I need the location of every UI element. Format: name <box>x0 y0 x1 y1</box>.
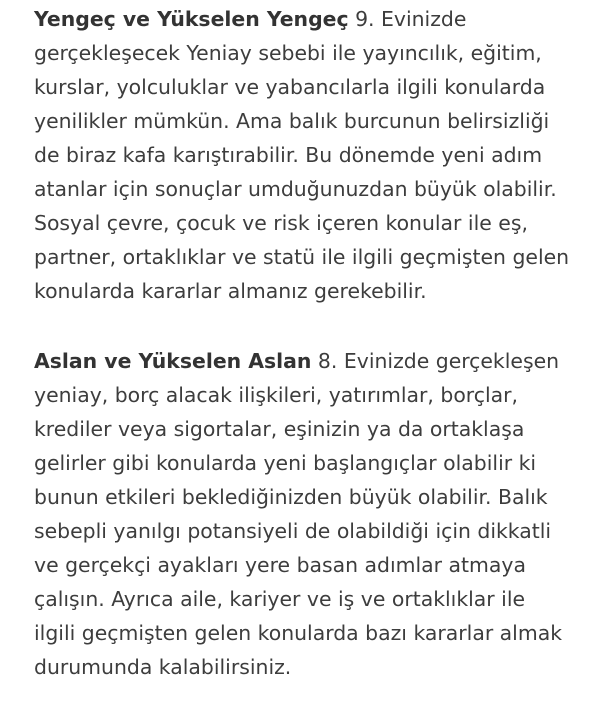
text-line: yenilikler mümkün. Ama balık burcunun belirsizliği <box>34 109 550 133</box>
section-first-line <box>34 344 594 378</box>
text-line: de biraz kafa karıştırabilir. Bu dönemde yeni adım <box>34 143 543 167</box>
text-line: sebepli yanılgı potansiyeli de olabildiği için dikkatli <box>34 519 552 543</box>
horoscope-article <box>34 0 594 684</box>
text-line: çalışın. Ayrıca aile, kariyer ve iş ve ortaklıklar ile <box>34 587 526 611</box>
text-line: partner, ortaklıklar ve statü ile ilgili geçmişten gelen <box>34 245 570 269</box>
text-line: atanlar için sonuçlar umduğunuzdan büyük olabilir. <box>34 177 557 201</box>
section-heading: Aslan ve Yükselen Aslan <box>34 349 312 373</box>
section-first-line <box>34 2 594 36</box>
text-line: krediler veya sigortalar, eşinizin ya da ortaklaşa <box>34 417 525 441</box>
text-line: durumunda kalabilirsiniz. <box>34 655 292 679</box>
text-line: kurslar, yolculuklar ve yabancılarla ilgili konularda <box>34 75 546 99</box>
section-aslan <box>34 344 594 684</box>
text-line: Sosyal çevre, çocuk ve risk içeren konular ile eş, <box>34 211 528 235</box>
section-text: 9. Evinizde <box>348 7 467 31</box>
text-line: gelirler gibi konularda yeni başlangıçlar olabilir ki <box>34 451 537 475</box>
text-line: ve gerçekçi ayakları yere basan adımlar atmaya <box>34 553 526 577</box>
section-yengec <box>34 0 594 308</box>
text-line: yeniay, borç alacak ilişkileri, yatırımlar, borçlar, <box>34 383 518 407</box>
section-text: 8. Evinizde gerçekleşen <box>311 349 560 373</box>
text-line: bunun etkileri beklediğinizden büyük olabilir. Balık <box>34 485 548 509</box>
text-line: ilgili geçmişten gelen konularda bazı kararlar almak <box>34 621 563 645</box>
text-line: konularda kararlar almanız gerekebilir. <box>34 279 427 303</box>
text-line: gerçekleşecek Yeniay sebebi ile yayıncılık, eğitim, <box>34 41 542 65</box>
section-heading: Yengeç ve Yükselen Yengeç <box>34 7 349 31</box>
